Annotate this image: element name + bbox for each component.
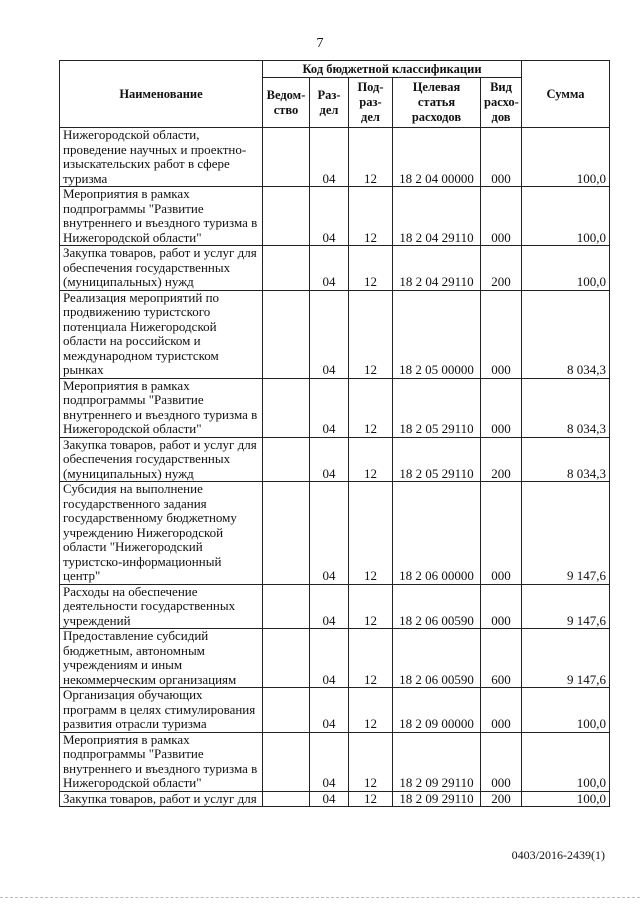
cell-name: Закупка товаров, работ и услуг для: [60, 791, 263, 807]
cell-razdel: 04: [310, 688, 349, 733]
cell-podrazdel: 12: [349, 187, 393, 246]
cell-sum: 100,0: [522, 246, 610, 291]
cell-target: 18 2 09 29110: [393, 791, 481, 807]
cell-sum: 9 147,6: [522, 584, 610, 629]
cell-target: 18 2 09 29110: [393, 732, 481, 791]
cell-vid: 000: [481, 584, 522, 629]
cell-vid: 600: [481, 629, 522, 688]
cell-razdel: 04: [310, 629, 349, 688]
cell-razdel: 04: [310, 378, 349, 437]
cell-podrazdel: 12: [349, 791, 393, 807]
cell-podrazdel: 12: [349, 378, 393, 437]
cell-name: Организация обучающих программ в целях стимулирования развития отрасли туризма: [60, 688, 263, 733]
cell-razdel: 04: [310, 482, 349, 585]
cell-name: Субсидия на выполнение государственного задания государственному бюджетному учреждению Нижегородской области "Нижегородский туристско-информационный центр": [60, 482, 263, 585]
cell-razdel: 04: [310, 246, 349, 291]
cell-sum: 8 034,3: [522, 290, 610, 378]
cell-vedomstvo: [263, 437, 310, 482]
cell-vid: 000: [481, 290, 522, 378]
cell-vedomstvo: [263, 584, 310, 629]
cell-razdel: 04: [310, 187, 349, 246]
table-row: [60, 378, 610, 437]
cell-vedomstvo: [263, 629, 310, 688]
cell-vedomstvo: [263, 732, 310, 791]
cell-razdel: 04: [310, 437, 349, 482]
cell-podrazdel: 12: [349, 246, 393, 291]
table-row: [60, 791, 610, 807]
cell-vedomstvo: [263, 290, 310, 378]
cell-name: Реализация мероприятий по продвижению туристского потенциала Нижегородской области на российском и международном туристском рынках: [60, 290, 263, 378]
header-target: Целевая статья расходов: [393, 78, 481, 128]
cell-sum: 100,0: [522, 128, 610, 187]
cell-name: Нижегородской области, проведение научных и проектно-изыскательских работ в сфере туризма: [60, 128, 263, 187]
table-row: [60, 128, 610, 187]
cell-vid: 000: [481, 482, 522, 585]
cell-vedomstvo: [263, 791, 310, 807]
header-code-group: Код бюджетной классификации: [263, 61, 522, 78]
cell-target: 18 2 06 00590: [393, 584, 481, 629]
page-number: 7: [316, 36, 324, 51]
header-summa: Сумма: [522, 61, 610, 128]
table-row: [60, 187, 610, 246]
cell-target: 18 2 09 00000: [393, 688, 481, 733]
table-row: [60, 584, 610, 629]
cell-vid: 000: [481, 378, 522, 437]
cell-podrazdel: 12: [349, 584, 393, 629]
cell-name: Мероприятия в рамках подпрограммы "Развитие внутреннего и въездного туризма в Нижегородской области": [60, 378, 263, 437]
table-row: [60, 290, 610, 378]
cell-vid: 200: [481, 246, 522, 291]
cell-vedomstvo: [263, 378, 310, 437]
cell-sum: 8 034,3: [522, 437, 610, 482]
cell-sum: 100,0: [522, 732, 610, 791]
cell-podrazdel: 12: [349, 437, 393, 482]
document-code: 0403/2016-2439(1): [511, 848, 605, 862]
bottom-divider: [0, 897, 640, 899]
cell-target: 18 2 04 29110: [393, 187, 481, 246]
cell-razdel: 04: [310, 290, 349, 378]
cell-podrazdel: 12: [349, 290, 393, 378]
cell-sum: 8 034,3: [522, 378, 610, 437]
cell-podrazdel: 12: [349, 128, 393, 187]
cell-razdel: 04: [310, 791, 349, 807]
cell-vedomstvo: [263, 246, 310, 291]
cell-name: Мероприятия в рамках подпрограммы "Развитие внутреннего и въездного туризма в Нижегородской области": [60, 187, 263, 246]
cell-vid: 000: [481, 732, 522, 791]
budget-table: [59, 60, 610, 807]
cell-vid: 200: [481, 437, 522, 482]
table-body: [60, 128, 610, 807]
header-name: Наименование: [60, 61, 263, 128]
cell-vedomstvo: [263, 688, 310, 733]
cell-vid: 200: [481, 791, 522, 807]
cell-name: Предоставление субсидий бюджетным, автономным учреждениям и иным некоммерческим организациям: [60, 629, 263, 688]
table-row: [60, 246, 610, 291]
cell-sum: 100,0: [522, 791, 610, 807]
cell-vid: 000: [481, 128, 522, 187]
cell-razdel: 04: [310, 732, 349, 791]
header-razdel: Раз-дел: [310, 78, 349, 128]
header-vedomstvo: Ведом-ство: [263, 78, 310, 128]
cell-razdel: 04: [310, 128, 349, 187]
cell-podrazdel: 12: [349, 732, 393, 791]
cell-vedomstvo: [263, 128, 310, 187]
table-header: [60, 61, 610, 128]
cell-sum: 9 147,6: [522, 482, 610, 585]
header-vid: Вид расхо-дов: [481, 78, 522, 128]
cell-target: 18 2 05 29110: [393, 378, 481, 437]
cell-vedomstvo: [263, 187, 310, 246]
cell-sum: 100,0: [522, 187, 610, 246]
cell-target: 18 2 06 00000: [393, 482, 481, 585]
table-row: [60, 688, 610, 733]
cell-name: Закупка товаров, работ и услуг для обеспечения государственных (муниципальных) нужд: [60, 246, 263, 291]
cell-target: 18 2 06 00590: [393, 629, 481, 688]
cell-name: Закупка товаров, работ и услуг для обеспечения государственных (муниципальных) нужд: [60, 437, 263, 482]
cell-vid: 000: [481, 688, 522, 733]
cell-podrazdel: 12: [349, 688, 393, 733]
header-podrazdel: Под-раз-дел: [349, 78, 393, 128]
cell-sum: 9 147,6: [522, 629, 610, 688]
table-row: [60, 482, 610, 585]
cell-target: 18 2 04 29110: [393, 246, 481, 291]
cell-target: 18 2 04 00000: [393, 128, 481, 187]
table-row: [60, 629, 610, 688]
cell-name: Мероприятия в рамках подпрограммы "Развитие внутреннего и въездного туризма в Нижегородской области": [60, 732, 263, 791]
cell-target: 18 2 05 00000: [393, 290, 481, 378]
table-row: [60, 437, 610, 482]
cell-podrazdel: 12: [349, 629, 393, 688]
cell-name: Расходы на обеспечение деятельности государственных учреждений: [60, 584, 263, 629]
table-row: [60, 732, 610, 791]
cell-vid: 000: [481, 187, 522, 246]
cell-vedomstvo: [263, 482, 310, 585]
cell-target: 18 2 05 29110: [393, 437, 481, 482]
cell-razdel: 04: [310, 584, 349, 629]
cell-sum: 100,0: [522, 688, 610, 733]
cell-podrazdel: 12: [349, 482, 393, 585]
